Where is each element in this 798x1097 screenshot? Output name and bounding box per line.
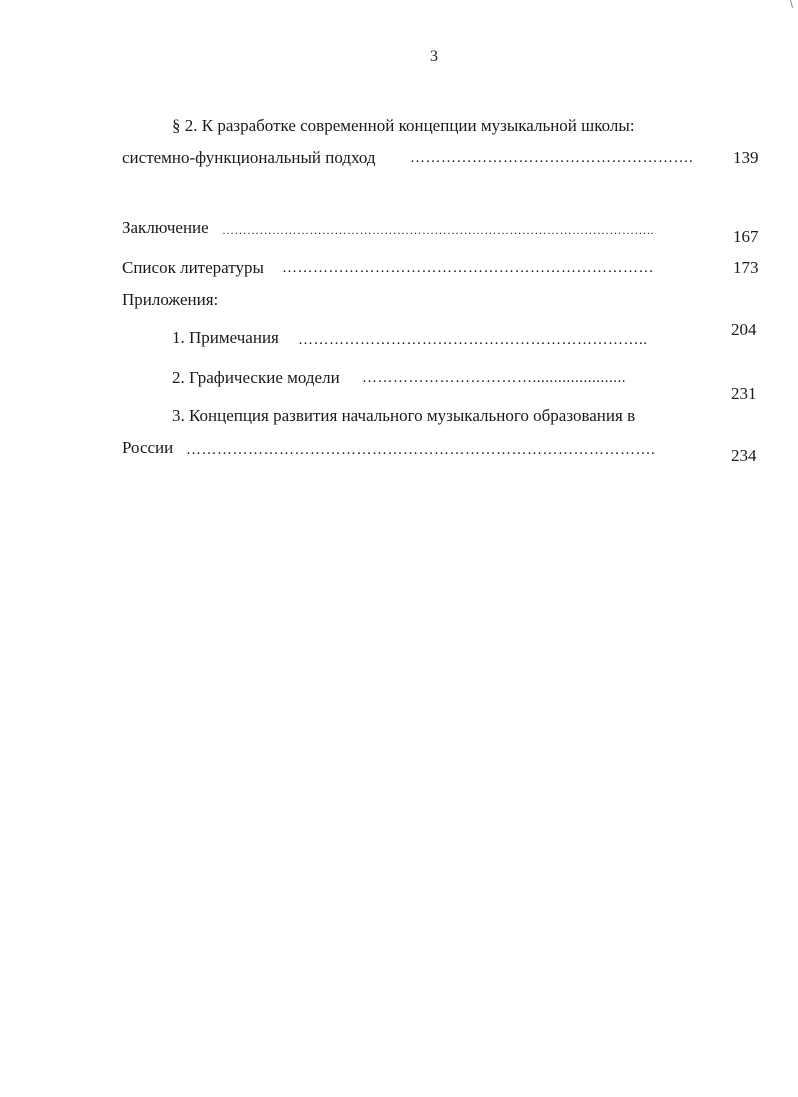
toc-appendix-2-page: 231 — [731, 384, 757, 403]
scan-mark — [790, 0, 793, 8]
toc-appendix-1-page: 204 — [731, 320, 757, 339]
toc-appendices: Приложения: — [122, 290, 219, 309]
toc-conclusion-page: 167 — [733, 227, 759, 246]
toc-leader-dots: ………………………………………………………….. — [298, 332, 648, 348]
page-number: 3 — [430, 48, 438, 65]
toc-section2-line1: § 2. К разработке современной концепции музыкальной школы: — [172, 116, 635, 135]
toc-section2-page: 139 — [733, 148, 759, 167]
toc-bibliography: Список литературы — [122, 258, 264, 277]
toc-leader-dots: ………………………………………………………………………………………….. — [222, 223, 654, 237]
toc-appendix-3-page: 234 — [731, 446, 757, 465]
toc-bibliography-page: 173 — [733, 258, 759, 277]
toc-section2-line2: системно-функциональный подход — [122, 148, 376, 167]
toc-appendix-3-line1: 3. Концепция развития начального музыкального образования в — [172, 406, 636, 425]
toc-leader-dots: ……………………………...................... — [362, 370, 626, 386]
toc-conclusion: Заключение — [122, 218, 209, 237]
toc-appendix-2: 2. Графические модели — [172, 368, 340, 387]
toc-leader-dots: ………………………………………………………………………………. — [186, 442, 656, 458]
toc-appendix-1: 1. Примечания — [172, 328, 279, 347]
toc-leader-dots: ………………………………………………. — [410, 150, 694, 166]
toc-appendix-3-line2: России — [122, 438, 174, 457]
toc-leader-dots: ……………………………………………………………… — [282, 260, 654, 276]
